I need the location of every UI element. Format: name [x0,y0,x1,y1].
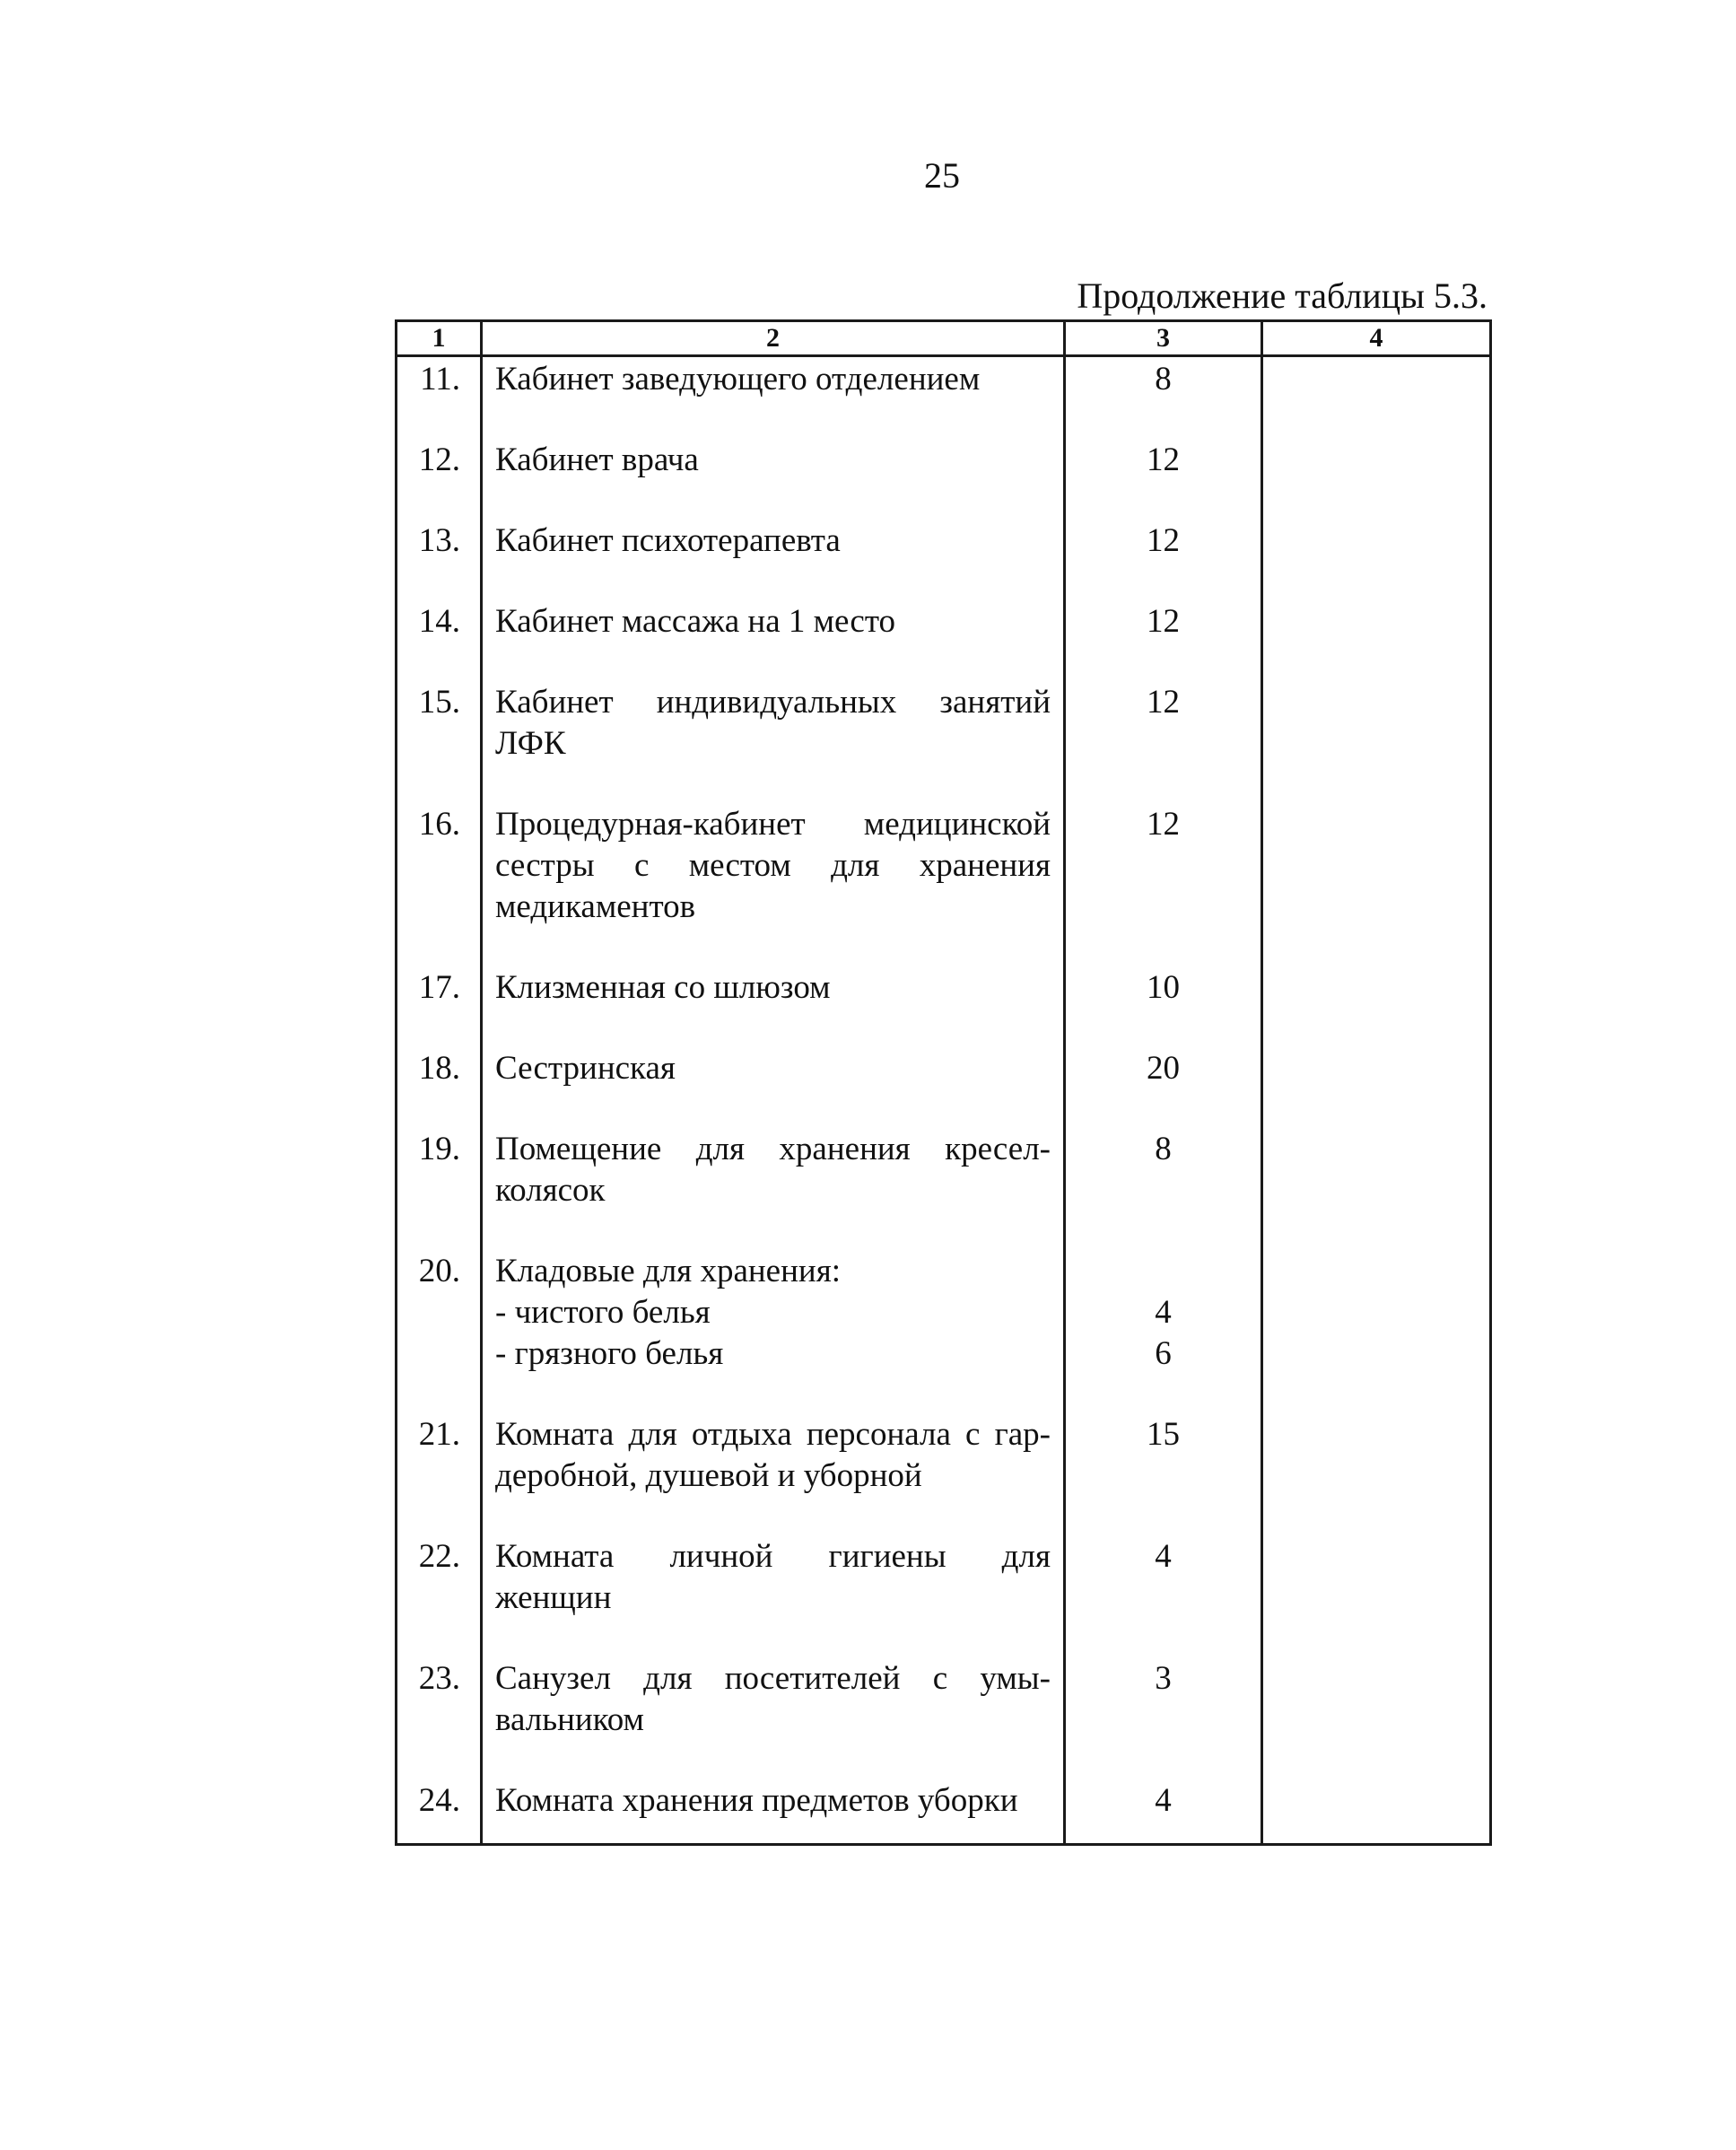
column-header-1: 1 [397,321,482,356]
page-number: 25 [924,155,960,196]
room-area-line: 6 [1155,1335,1172,1372]
row-number: 15. [397,682,482,804]
column-header-2: 2 [482,321,1065,356]
row-number: 22. [397,1536,482,1658]
note-cell [1262,601,1491,682]
room-name-line: Кабинет индивидуальных занятий [495,684,1051,721]
table-row [397,440,1491,520]
room-name: Сестринская [482,1048,1065,1129]
room-name [482,1414,1065,1536]
room-name-line: Помещение для хранения кресел- [495,1131,1051,1167]
room-name-line: сестры с местом для хранения [495,847,1051,884]
row-number: 23. [397,1658,482,1780]
room-name-line: Санузел для посетителей с умы- [495,1660,1051,1697]
room-area: 8 [1065,356,1262,441]
row-number: 17. [397,967,482,1048]
room-name-line: - чистого белья [495,1294,711,1331]
room-area: 15 [1065,1414,1262,1536]
room-name: Кабинет врача [482,440,1065,520]
table-row [397,1251,1491,1414]
room-name-line: колясок [495,1172,606,1209]
row-number: 19. [397,1129,482,1251]
table-row [397,356,1491,441]
room-name-line: Процедурная-кабинет медицинской [495,806,1051,843]
row-number: 20. [397,1251,482,1414]
table-row [397,682,1491,804]
room-area: 12 [1065,440,1262,520]
note-cell [1262,1780,1491,1845]
note-cell [1262,440,1491,520]
room-area: 4 [1065,1536,1262,1658]
note-cell [1262,1251,1491,1414]
room-area-line: 4 [1155,1294,1172,1331]
room-area: 20 [1065,1048,1262,1129]
room-area: 12 [1065,601,1262,682]
room-area: 10 [1065,967,1262,1048]
room-name [482,804,1065,967]
room-area [1065,1251,1262,1414]
room-name: Кабинет заведующего отделением [482,356,1065,441]
note-cell [1262,967,1491,1048]
note-cell [1262,1129,1491,1251]
room-area: 4 [1065,1780,1262,1845]
room-name [482,1658,1065,1780]
note-cell [1262,520,1491,601]
table-row [397,601,1491,682]
table-header-row [397,321,1491,356]
room-name-line: Комната для отдыха персонала с гар- [495,1416,1051,1453]
table-row [397,1048,1491,1129]
room-area: 12 [1065,804,1262,967]
row-number: 12. [397,440,482,520]
room-name-line: медикаментов [495,888,696,925]
row-number: 13. [397,520,482,601]
note-cell [1262,1048,1491,1129]
table-row [397,1129,1491,1251]
row-number: 21. [397,1414,482,1536]
note-cell [1262,1536,1491,1658]
room-area-line [1066,1251,1261,1292]
note-cell [1262,1658,1491,1780]
room-name-line: женщин [495,1579,612,1616]
table-row [397,804,1491,967]
table-caption: Продолжение таблицы 5.3. [1077,275,1487,316]
note-cell [1262,356,1491,441]
row-number: 14. [397,601,482,682]
room-name-line: Комната личной гигиены для [495,1538,1051,1575]
row-number: 18. [397,1048,482,1129]
room-name: Клизменная со шлюзом [482,967,1065,1048]
room-name [482,1251,1065,1414]
row-number: 16. [397,804,482,967]
table-row [397,1658,1491,1780]
room-name: Кабинет психотерапевта [482,520,1065,601]
room-area: 12 [1065,520,1262,601]
room-name [482,1129,1065,1251]
room-area: 3 [1065,1658,1262,1780]
room-name-line: Кладовые для хранения: [495,1253,841,1289]
room-name [482,682,1065,804]
table-row [397,967,1491,1048]
room-name-line: - грязного белья [495,1335,724,1372]
column-header-3: 3 [1065,321,1262,356]
table-row [397,1780,1491,1845]
room-name: Кабинет массажа на 1 место [482,601,1065,682]
table-row [397,520,1491,601]
room-area: 8 [1065,1129,1262,1251]
column-header-4: 4 [1262,321,1491,356]
table-row [397,1414,1491,1536]
room-area: 12 [1065,682,1262,804]
row-number: 24. [397,1780,482,1845]
table-row [397,1536,1491,1658]
rooms-table [395,319,1492,1846]
row-number: 11. [397,356,482,441]
room-name-line: вальником [495,1701,644,1738]
room-name [482,1536,1065,1658]
note-cell [1262,682,1491,804]
note-cell [1262,1414,1491,1536]
room-name: Комната хранения предметов уборки [482,1780,1065,1845]
room-name-line: ЛФК [495,725,566,762]
room-name-line: деробной, душевой и уборной [495,1457,922,1494]
note-cell [1262,804,1491,967]
